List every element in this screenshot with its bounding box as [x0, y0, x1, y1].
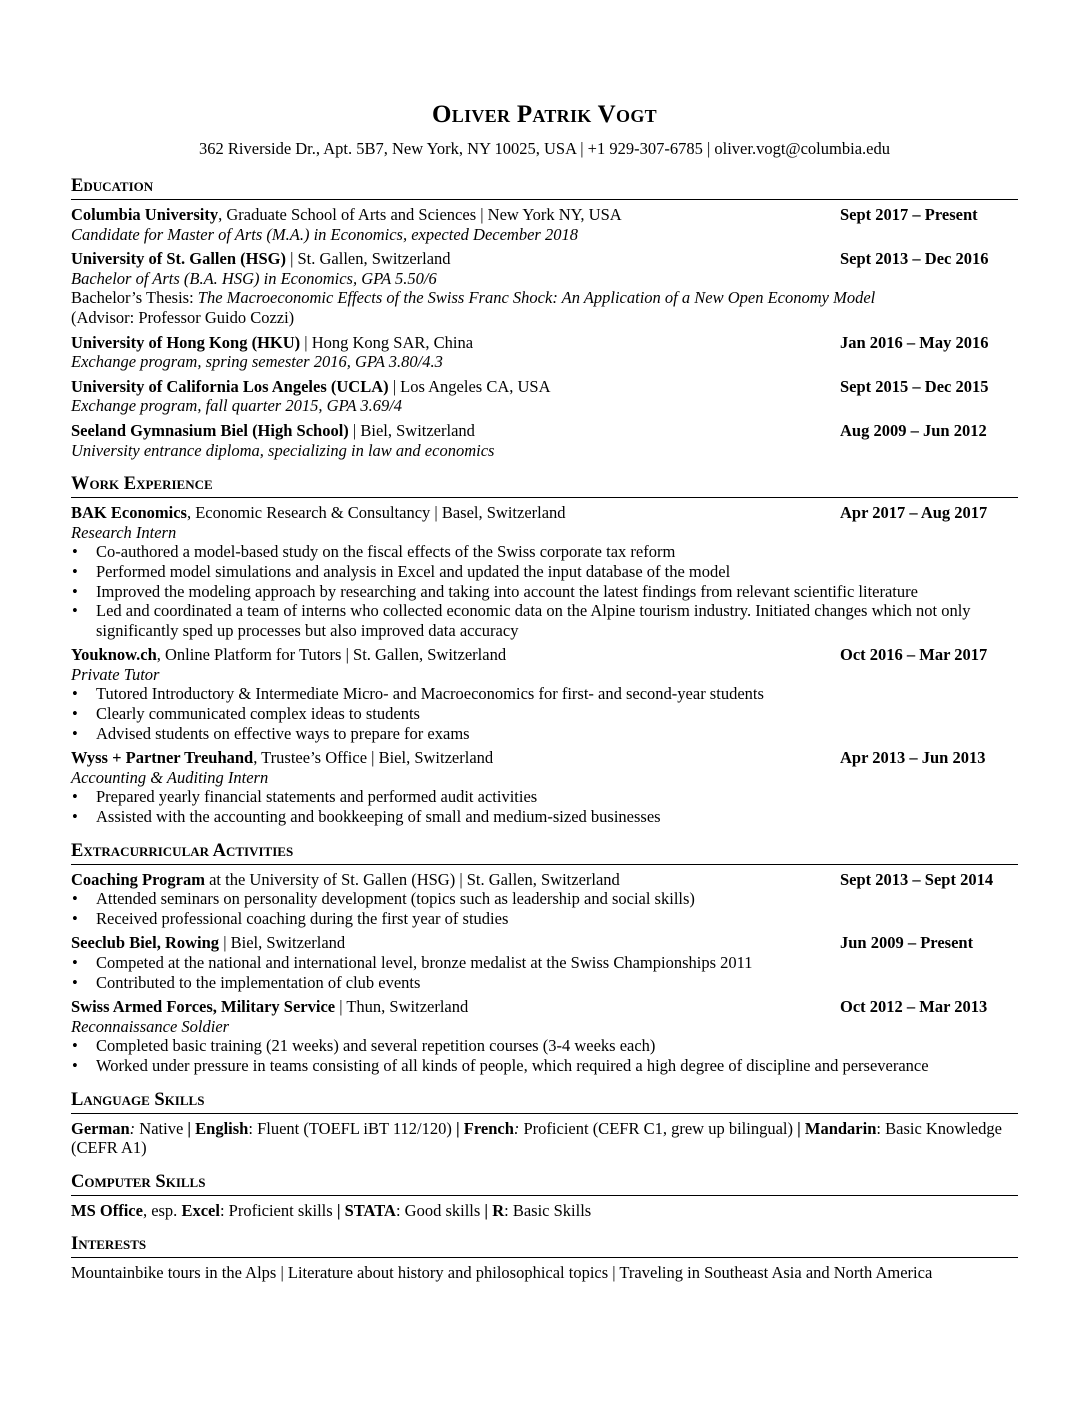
extracurricular-heading: Extracurricular Activities	[71, 840, 1018, 865]
activity-entry	[71, 997, 1018, 1075]
org-detail: | Los Angeles CA, USA	[388, 376, 551, 396]
org-name: Seeclub Biel, Rowing	[71, 933, 220, 953]
org-detail: , Economic Research & Consultancy | Basel, Switzerland	[186, 503, 566, 523]
extracurricular-section	[71, 840, 1018, 1076]
date-range: Jan 2016 – May 2016	[840, 332, 989, 352]
bullet-item: • Contributed to the implementation of club events	[71, 973, 1018, 993]
contact-line: 362 Riverside Dr., Apt. 5B7, New York, NY 10025, USA | +1 929-307-6785 | oliver.vogt@columbia.edu	[199, 139, 890, 158]
education-entry	[71, 421, 1018, 460]
language-level: Native	[139, 1118, 184, 1138]
job-title: Private Tutor	[71, 664, 160, 684]
date-range: Aug 2009 – Jun 2012	[840, 420, 987, 440]
bullet-list	[71, 889, 1018, 928]
skill-level: : Basic Skills	[504, 1200, 592, 1220]
computer-heading: Computer Skills	[71, 1171, 1018, 1196]
language-name: French	[463, 1118, 514, 1138]
org-detail: | Hong Kong SAR, China	[300, 332, 474, 352]
bullet-list	[71, 542, 1018, 640]
org-name: Swiss Armed Forces, Military Service	[71, 997, 336, 1017]
org-name: Youknow.ch	[71, 645, 157, 665]
language-level: Fluent (TOEFL iBT 112/120)	[257, 1118, 452, 1138]
bullet-item: • Advised students on effective ways to prepare for exams	[71, 724, 1018, 744]
language-heading: Language Skills	[71, 1089, 1018, 1114]
date-range: Jun 2009 – Present	[840, 933, 974, 953]
language-name: Mandarin	[804, 1118, 877, 1138]
degree-detail: Exchange program, spring semester 2016, GPA 3.80/4.3	[71, 352, 443, 372]
bullet-list	[71, 684, 1018, 743]
skill-connector: , esp.	[142, 1200, 182, 1220]
org-name: University of St. Gallen (HSG)	[71, 249, 286, 269]
education-section	[71, 175, 1018, 460]
job-title: Research Intern	[71, 522, 177, 542]
computer-section	[71, 1171, 1018, 1221]
bullet-item: • Led and coordinated a team of interns who collected economic data on the Alpine tourism industry. Initiated changes which not only significantly sped up processes but also improved data accuracy	[71, 601, 1018, 640]
org-detail: , Online Platform for Tutors | St. Gallen, Switzerland	[156, 645, 507, 665]
org-name: Coaching Program	[71, 869, 205, 889]
bullet-item: • Completed basic training (21 weeks) and several repetition courses (3-4 weeks each)	[71, 1036, 1018, 1056]
org-name: Columbia University	[71, 205, 219, 224]
job-title: Accounting & Auditing Intern	[71, 767, 269, 787]
org-name: Wyss + Partner Treuhand	[71, 748, 254, 768]
date-range: Sept 2017 – Present	[840, 205, 978, 224]
bullet-item: • Performed model simulations and analysis in Excel and updated the input database of the model	[71, 562, 1018, 582]
bullet-list	[71, 787, 1018, 826]
activity-entry	[71, 870, 1018, 929]
education-entry	[71, 205, 1018, 244]
bullet-item: • Assisted with the accounting and bookkeeping of small and medium-sized businesses	[71, 807, 1018, 827]
language-separator: :	[876, 1118, 886, 1138]
bullet-item: • Received professional coaching during the first year of studies	[71, 909, 1018, 929]
thesis-line	[71, 288, 1018, 308]
org-name: University of Hong Kong (HKU)	[71, 332, 301, 352]
degree-detail: Exchange program, fall quarter 2015, GPA 3.69/4	[71, 396, 403, 416]
bullet-item: • Improved the modeling approach by researching and taking into account the latest findings from relevant scientific literature	[71, 582, 1018, 602]
language-level: Basic Knowledge (CEFR A1)	[71, 1118, 1002, 1158]
skill-separator: |	[480, 1200, 493, 1220]
language-section	[71, 1089, 1018, 1158]
work-entry	[71, 748, 1018, 826]
org-name: University of California Los Angeles (UCLA)	[71, 376, 389, 396]
skill-name: MS Office	[71, 1200, 143, 1220]
org-name: BAK Economics	[71, 503, 187, 523]
thesis-advisor: (Advisor: Professor Guido Cozzi)	[71, 307, 295, 327]
work-section	[71, 473, 1018, 827]
date-range: Sept 2015 – Dec 2015	[840, 376, 989, 396]
bullet-list	[71, 1036, 1018, 1075]
skill-name: STATA	[344, 1200, 396, 1220]
interests-text: Mountainbike tours in the Alps | Literature about history and philosophical topics | Traveling in Southeast Asia and North America	[71, 1263, 933, 1283]
degree-detail: Candidate for Master of Arts (M.A.) in Economics, expected December 2018	[71, 224, 578, 244]
interests-section	[71, 1233, 1018, 1283]
org-detail: , Graduate School of Arts and Sciences | New York NY, USA	[218, 205, 622, 224]
skill-separator: |	[332, 1200, 345, 1220]
education-heading: Education	[71, 175, 1018, 200]
date-range: Apr 2013 – Jun 2013	[840, 748, 986, 768]
org-detail: at the University of St. Gallen (HSG) | St. Gallen, Switzerland	[204, 869, 620, 889]
bullet-list	[71, 953, 1018, 992]
bullet-item: • Attended seminars on personality development (topics such as leadership and social skills)	[71, 889, 1018, 909]
candidate-name: Oliver Patrik Vogt	[432, 101, 657, 128]
date-range: Sept 2013 – Sept 2014	[840, 869, 994, 889]
bullet-item: • Prepared yearly financial statements and performed audit activities	[71, 787, 1018, 807]
date-range: Oct 2012 – Mar 2013	[840, 997, 988, 1017]
bullet-item: • Tutored Introductory & Intermediate Micro- and Macroeconomics for first- and second-year students	[71, 684, 1018, 704]
skill-level: : Proficient skills	[219, 1200, 333, 1220]
work-heading: Work Experience	[71, 473, 1018, 498]
language-separator: :	[248, 1118, 258, 1138]
org-detail: , Trustee’s Office | Biel, Switzerland	[253, 748, 494, 768]
skill-name: Excel	[181, 1200, 220, 1220]
bullet-item: • Co-authored a model-based study on the fiscal effects of the Swiss corporate tax reform	[71, 542, 1018, 562]
date-range: Sept 2013 – Dec 2016	[840, 249, 989, 269]
org-detail: | Biel, Switzerland	[219, 933, 346, 953]
bullet-item: • Competed at the national and international level, bronze medalist at the Swiss Championships 2011	[71, 953, 1018, 973]
org-detail: | Biel, Switzerland	[348, 420, 475, 440]
bullet-item: • Worked under pressure in teams consisting of all kinds of people, which required a high degree of discipline and perseverance	[71, 1056, 1018, 1076]
org-name: Seeland Gymnasium Biel (High School)	[71, 420, 349, 440]
resume-page	[71, 100, 1018, 1283]
education-entry	[71, 249, 1018, 327]
skill-level: : Good skills	[395, 1200, 481, 1220]
education-entry	[71, 333, 1018, 372]
language-list: German: Native | English: Fluent (TOEFL iBT 112/120) | French: Proficient (CEFR C1, grew up bilingual) | Mandarin: Basic Knowledge (CEFR A1)	[71, 1118, 1002, 1158]
date-range: Apr 2017 – Aug 2017	[840, 503, 988, 523]
work-entry	[71, 503, 1018, 640]
thesis-label: Bachelor’s Thesis:	[71, 288, 198, 308]
org-detail: | Thun, Switzerland	[335, 997, 469, 1017]
language-separator: :	[129, 1118, 140, 1138]
job-title: Reconnaissance Soldier	[71, 1016, 230, 1036]
org-detail: | St. Gallen, Switzerland	[285, 249, 451, 269]
language-level: Proficient (CEFR C1, grew up bilingual)	[523, 1118, 793, 1138]
skill-name: R	[492, 1200, 505, 1220]
language-name: English	[195, 1118, 249, 1138]
language-name: German	[71, 1118, 130, 1138]
interests-heading: Interests	[71, 1233, 1018, 1258]
degree-detail: Bachelor of Arts (B.A. HSG) in Economics, GPA 5.50/6	[71, 268, 437, 288]
education-entry	[71, 377, 1018, 416]
bullet-item: • Clearly communicated complex ideas to students	[71, 704, 1018, 724]
language-separator: :	[513, 1118, 524, 1138]
date-range: Oct 2016 – Mar 2017	[840, 645, 988, 665]
computer-skills	[71, 1201, 1018, 1221]
thesis-title: The Macroeconomic Effects of the Swiss Franc Shock: An Application of a New Open Economy Model	[197, 288, 876, 308]
work-entry	[71, 645, 1018, 743]
degree-detail: University entrance diploma, specializing in law and economics	[71, 440, 495, 460]
activity-entry	[71, 933, 1018, 992]
